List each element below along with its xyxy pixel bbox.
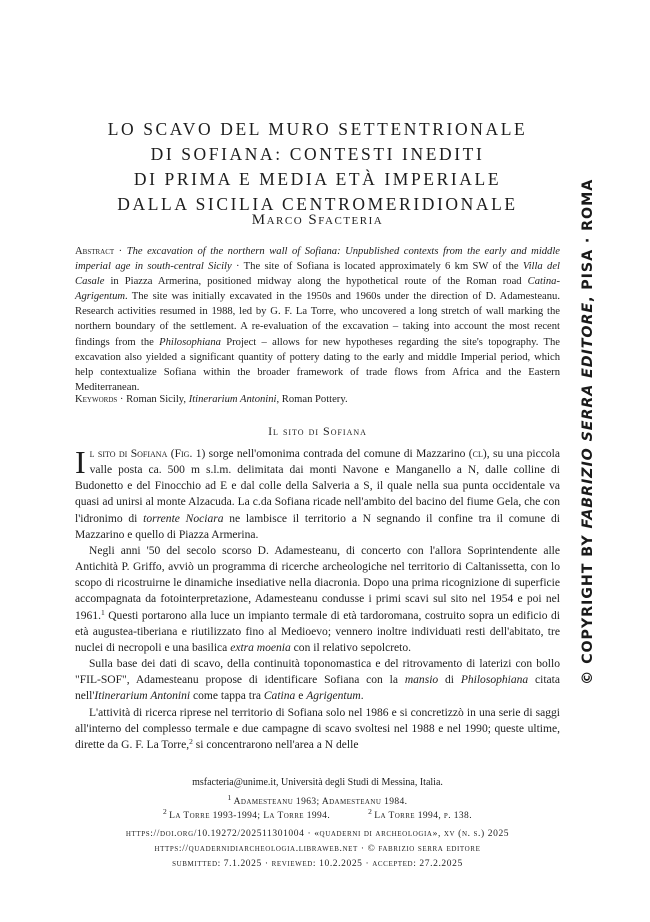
paragraph-text: si concentrarono nell'area a N delle (192, 738, 359, 751)
abstract-italic: Catina-Agrigentum (75, 276, 560, 303)
paragraph-italic: Agrigentum (306, 690, 361, 703)
abstract-italic: Villa del Casale (75, 261, 560, 288)
copyright-watermark (580, 179, 596, 685)
body-text (75, 446, 560, 753)
paragraph-italic: mansio (404, 674, 439, 687)
title-line: DI PRIMA E MEDIA ETÀ IMPERIALE (133, 168, 502, 189)
footnote-text: La Torre 1994, p. 138. (374, 811, 472, 821)
abstract-label: Abstract (75, 246, 115, 257)
keywords-text: , Roman Pottery. (276, 394, 348, 405)
footnote-number: 2 (368, 807, 372, 816)
keywords-italic: Itinerarium Antonini (188, 394, 277, 405)
keywords-label: Keywords (75, 394, 118, 405)
article-title (75, 117, 560, 217)
separator: · (114, 246, 127, 257)
submission-dates: submitted: 7.1.2025 · reviewed: 10.2.2025 · accepted: 27.2.2025 (172, 859, 463, 869)
abstract-text: in Piazza Armerina, positioned midway along the hypothetical route of the Roman road (104, 276, 528, 288)
paragraph-text: come tappa tra (190, 690, 264, 703)
keywords (75, 392, 560, 407)
paragraph (75, 705, 560, 753)
abstract-italic: Philosophiana (159, 336, 221, 348)
title-line: LO SCAVO DEL MURO SETTENTRIONALE (107, 118, 528, 139)
figure-reference[interactable]: Fig. 1 (174, 448, 202, 460)
footnotes (75, 795, 560, 823)
paragraph-text: l sito di Sofiana ( (89, 448, 175, 460)
paragraph-text: di (438, 674, 461, 687)
publication-info (75, 827, 560, 872)
paragraph-text: ne lambisce il territorio a N segnando il confine tra il comune di Mazzarino e quello di Piazza Armerina. (75, 512, 560, 541)
copyright-text: © COPYRIGHT BY (580, 528, 596, 685)
abstract-text: The site of Sofiana is located approximately 6 km SW of the (243, 261, 523, 273)
journal-site-link[interactable]: https://quadernidiarcheologia.libraweb.net · © fabrizio serra editore (154, 844, 481, 854)
paragraph-text: cl (472, 448, 483, 460)
doi-link[interactable]: https://doi.org/10.19272/202511301004 · «quaderni di archeologia», xv (n. s.) 2025 (125, 829, 510, 839)
paragraph-text: Sulla base dei dati di scavo, della continuità toponomastica e del ritrovamento di laterizi con bollo "FIL-SOF", Adamesteanu propose di identificare Sofiana con la (75, 658, 560, 687)
paragraph-text: ) sorge nell'omonima contrada del comune di Mazzarino ( (201, 448, 473, 460)
paragraph-text: ), su una piccola valle posta ca. 500 m s.l.m. delimitata dai monti Navone e Manganello a N, dalle colline di Budonetto e del Finocchio ad E e dal colle della Salveria a S, il quale nella sua punta occidentale va quasi ad unirsi al monte Alzacuda. La c.da Sofiana ricade nell'ambito del bacino del fiume Gela, che con l'idronimo di (75, 448, 560, 525)
paragraph-text: . (360, 690, 364, 703)
footnote-number: 1 (227, 793, 232, 802)
separator: · (231, 261, 244, 273)
keywords-text: Roman Sicily, (126, 394, 189, 405)
paragraph-italic: Itinerarium Antonini (94, 690, 191, 703)
separator: · (117, 394, 127, 405)
footnote-text: La Torre 1993-1994; La Torre 1994. (169, 811, 331, 821)
footnote-row (75, 809, 560, 823)
abstract-english-title: The excavation of the northern wall of Sofiana: Unpublished contexts from the early and middle imperial age in south-central Sicily (75, 246, 561, 273)
author-affiliation: msfacteria@unime.it, Università degli Studi di Messina, Italia. (192, 777, 443, 788)
abstract (75, 244, 560, 395)
paragraph-text: e (295, 690, 307, 703)
paragraph (75, 446, 560, 543)
paragraph-italic: Philosophiana (460, 674, 529, 687)
paragraph-text: L'attività di ricerca riprese nel territorio di Sofiana solo nel 1986 e si concretizzò in una serie di saggi all'interno del complesso termale e due campagne di scavo svoltesi nel 1988 e nel 1990; queste ultime, dirette da G. F. La Torre, (75, 706, 560, 751)
footnote (368, 807, 472, 821)
paragraph-italic: torrente Nociara (143, 512, 224, 525)
footnote (163, 807, 331, 821)
paragraph-text: con il relativo sepolcreto. (290, 641, 412, 654)
copyright-publisher: FABRIZIO SERRA EDITORE (580, 301, 596, 529)
copyright-text: , PISA · ROMA (580, 178, 596, 302)
abstract-text: Project – allows for new hypotheses regarding the site's topography. The excavation also yielded a significant quantity of pottery dating to the early and middle Imperial period, which help contextualize Sofiana within the broader framework of trade flows from Africa and the Eastern Mediterranean. (75, 336, 560, 393)
section-heading: Il sito di Sofiana (268, 424, 367, 438)
abstract-text: . The site was initially excavated in the 1950s and 1960s under the direction of D. Adamesteanu. Research activities resumed in 1988, led by G. F. La Torre, who uncovered a long stretch of wall marking the northern boundary of the settlement. A re-evaluation of the excavation – taking into account the most recent findings from the (75, 291, 560, 348)
paragraph-text: Negli anni '50 del secolo scorso D. Adamesteanu, di concerto con l'allora Soprintendente alle Antichità P. Griffo, avviò un programma di ricerche archeologiche nel territorio di Caltanissetta, con lo scopo di ricostruirne le dinamiche insediative nella diacronia. Dopo una prima ricognizione di superficie accompagnata da fotointerpretazione, Adamesteanu condusse i primi scavi sul sito nel 1954 e poi nel 1961. (75, 544, 560, 622)
paragraph-italic: Catina (263, 690, 296, 703)
paragraph-text: citata nell' (75, 674, 560, 703)
paragraph (75, 656, 560, 704)
footnote-number: 2 (163, 807, 167, 816)
paragraph-text: Questi portarono alla luce un impianto termale di età tardoromana, costruito sopra un edificio di età augustea-tiberiana e riutilizzato fino al Medioevo; vennero inoltre individuati resti dell'abitato, tre nuclei di necropoli e una basilica (75, 609, 560, 654)
paragraph (75, 543, 560, 656)
drop-cap: I (75, 444, 86, 480)
footnote-marker[interactable]: 1 (100, 607, 105, 617)
footnote-text: Adamesteanu 1963; Adamesteanu 1984. (233, 797, 408, 807)
title-line: DALLA SICILIA CENTROMERIDIONALE (117, 193, 518, 214)
footnote-marker[interactable]: 2 (189, 736, 193, 746)
author-name: Marco Sfacteria (251, 212, 384, 228)
footnote (75, 795, 560, 809)
paragraph-italic: extra moenia (230, 641, 291, 654)
title-line: DI SOFIANA: CONTESTI INEDITI (150, 143, 485, 164)
